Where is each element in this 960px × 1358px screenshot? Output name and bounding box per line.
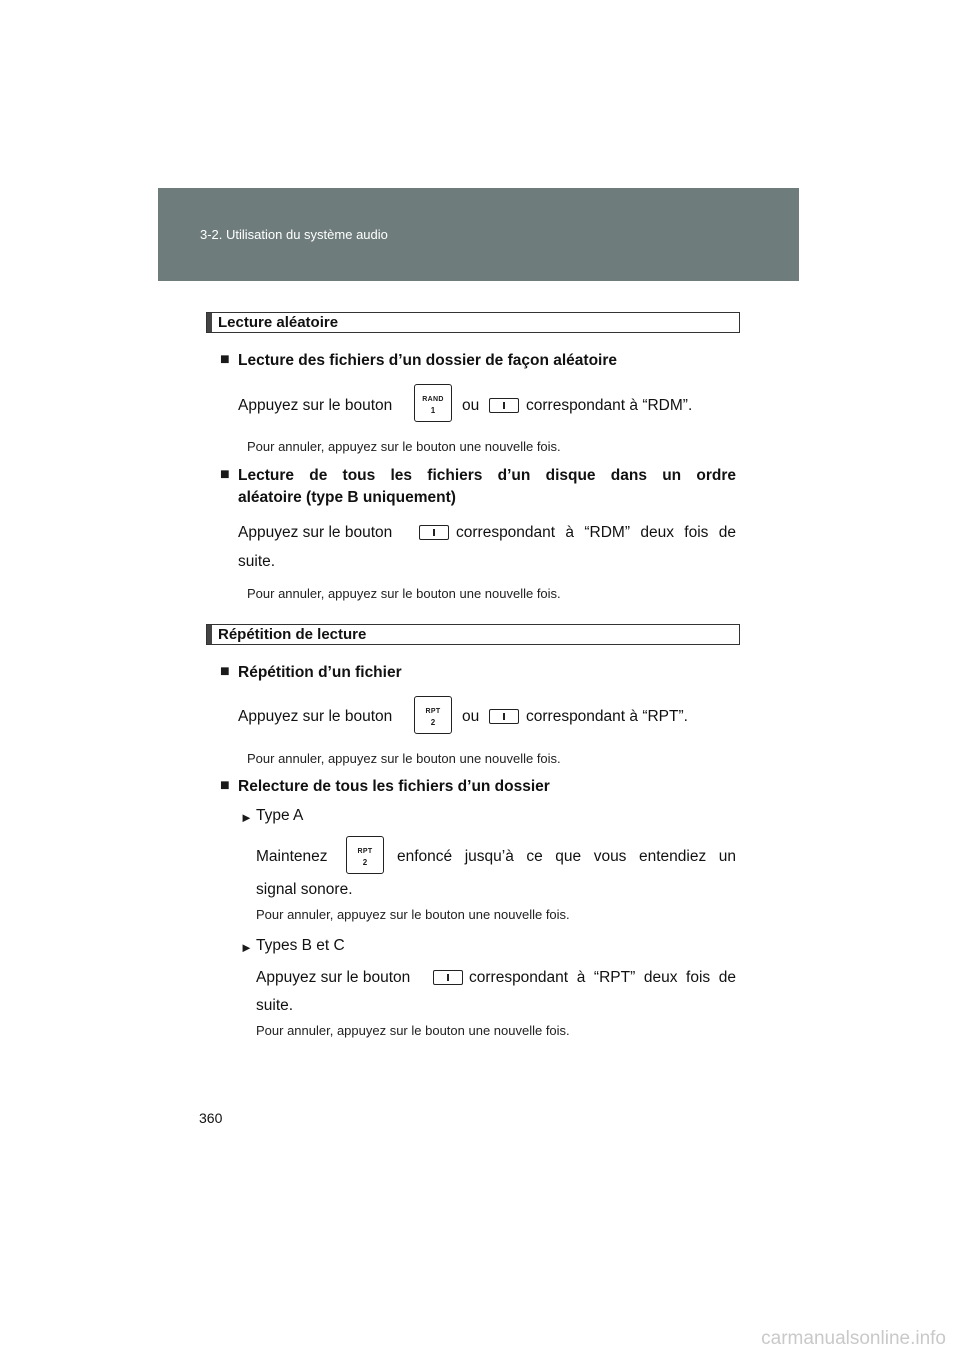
instruction-text-line2: suite. bbox=[238, 553, 276, 570]
page-number: 360 bbox=[199, 1110, 223, 1126]
instruction-text-end: correspondant à “RPT” deux fois de bbox=[469, 969, 736, 986]
file-select-button-icon bbox=[489, 398, 519, 413]
rand-1-button-icon: RAND 1 bbox=[414, 384, 452, 422]
instruction-text: Appuyez sur le bouton bbox=[238, 397, 393, 414]
instruction-text-line2: signal sonore. bbox=[256, 881, 353, 898]
note-text: Pour annuler, appuyez sur le bouton une nouvelle fois. bbox=[247, 751, 561, 766]
instruction-text: Maintenez bbox=[256, 848, 328, 865]
instruction-text: Appuyez sur le bouton bbox=[238, 708, 393, 725]
watermark: carmanualsonline.info bbox=[761, 1328, 946, 1349]
instruction-text-line2: suite. bbox=[256, 997, 294, 1014]
item-title: Relecture de tous les fichiers d’un dossier bbox=[238, 778, 550, 795]
instruction-text-end: correspondant à “RPT”. bbox=[526, 708, 688, 725]
type-label: Types B et C bbox=[256, 937, 345, 954]
note-text: Pour annuler, appuyez sur le bouton une nouvelle fois. bbox=[247, 439, 561, 454]
triangle-icon: ► bbox=[240, 940, 253, 955]
bullet-icon: ■ bbox=[220, 351, 230, 368]
type-label: Type A bbox=[256, 807, 304, 824]
note-text: Pour annuler, appuyez sur le bouton une nouvelle fois. bbox=[256, 907, 570, 922]
instruction-text: Appuyez sur le bouton bbox=[256, 969, 411, 986]
instruction-text: Appuyez sur le bouton bbox=[238, 524, 393, 541]
item-title: Répétition d’un fichier bbox=[238, 664, 402, 681]
bullet-icon: ■ bbox=[220, 466, 230, 483]
section-heading-repeat bbox=[206, 624, 740, 645]
chapter-title: 3-2. Utilisation du système audio bbox=[200, 227, 388, 242]
bullet-icon: ■ bbox=[220, 663, 230, 680]
file-select-button-icon bbox=[489, 709, 519, 724]
file-select-button-icon bbox=[419, 525, 449, 540]
instruction-text-end: correspondant à “RDM” deux fois de bbox=[456, 524, 736, 541]
bullet-icon: ■ bbox=[220, 777, 230, 794]
item-title: Lecture de tous les fichiers d’un disque dans un ordre bbox=[238, 467, 736, 484]
note-text: Pour annuler, appuyez sur le bouton une nouvelle fois. bbox=[256, 1023, 570, 1038]
section-heading-text: Lecture aléatoire bbox=[218, 314, 339, 331]
triangle-icon: ► bbox=[240, 810, 253, 825]
or-text: ou bbox=[462, 708, 480, 725]
instruction-text-end: correspondant à “RDM”. bbox=[526, 397, 693, 414]
note-text: Pour annuler, appuyez sur le bouton une nouvelle fois. bbox=[247, 586, 561, 601]
instruction-text-end: enfoncé jusqu’à ce que vous entendiez un bbox=[397, 848, 736, 865]
section-heading-random bbox=[206, 312, 740, 333]
rpt-2-button-icon: RPT 2 bbox=[346, 836, 384, 874]
section-heading-text: Répétition de lecture bbox=[218, 626, 367, 643]
item-title-line2: aléatoire (type B uniquement) bbox=[238, 489, 456, 506]
section-heading-bar bbox=[207, 625, 212, 644]
item-title: Lecture des fichiers d’un dossier de façon aléatoire bbox=[238, 352, 618, 369]
or-text: ou bbox=[462, 397, 480, 414]
rpt-2-button-icon: RPT 2 bbox=[414, 696, 452, 734]
section-heading-bar bbox=[207, 313, 212, 332]
file-select-button-icon bbox=[433, 970, 463, 985]
